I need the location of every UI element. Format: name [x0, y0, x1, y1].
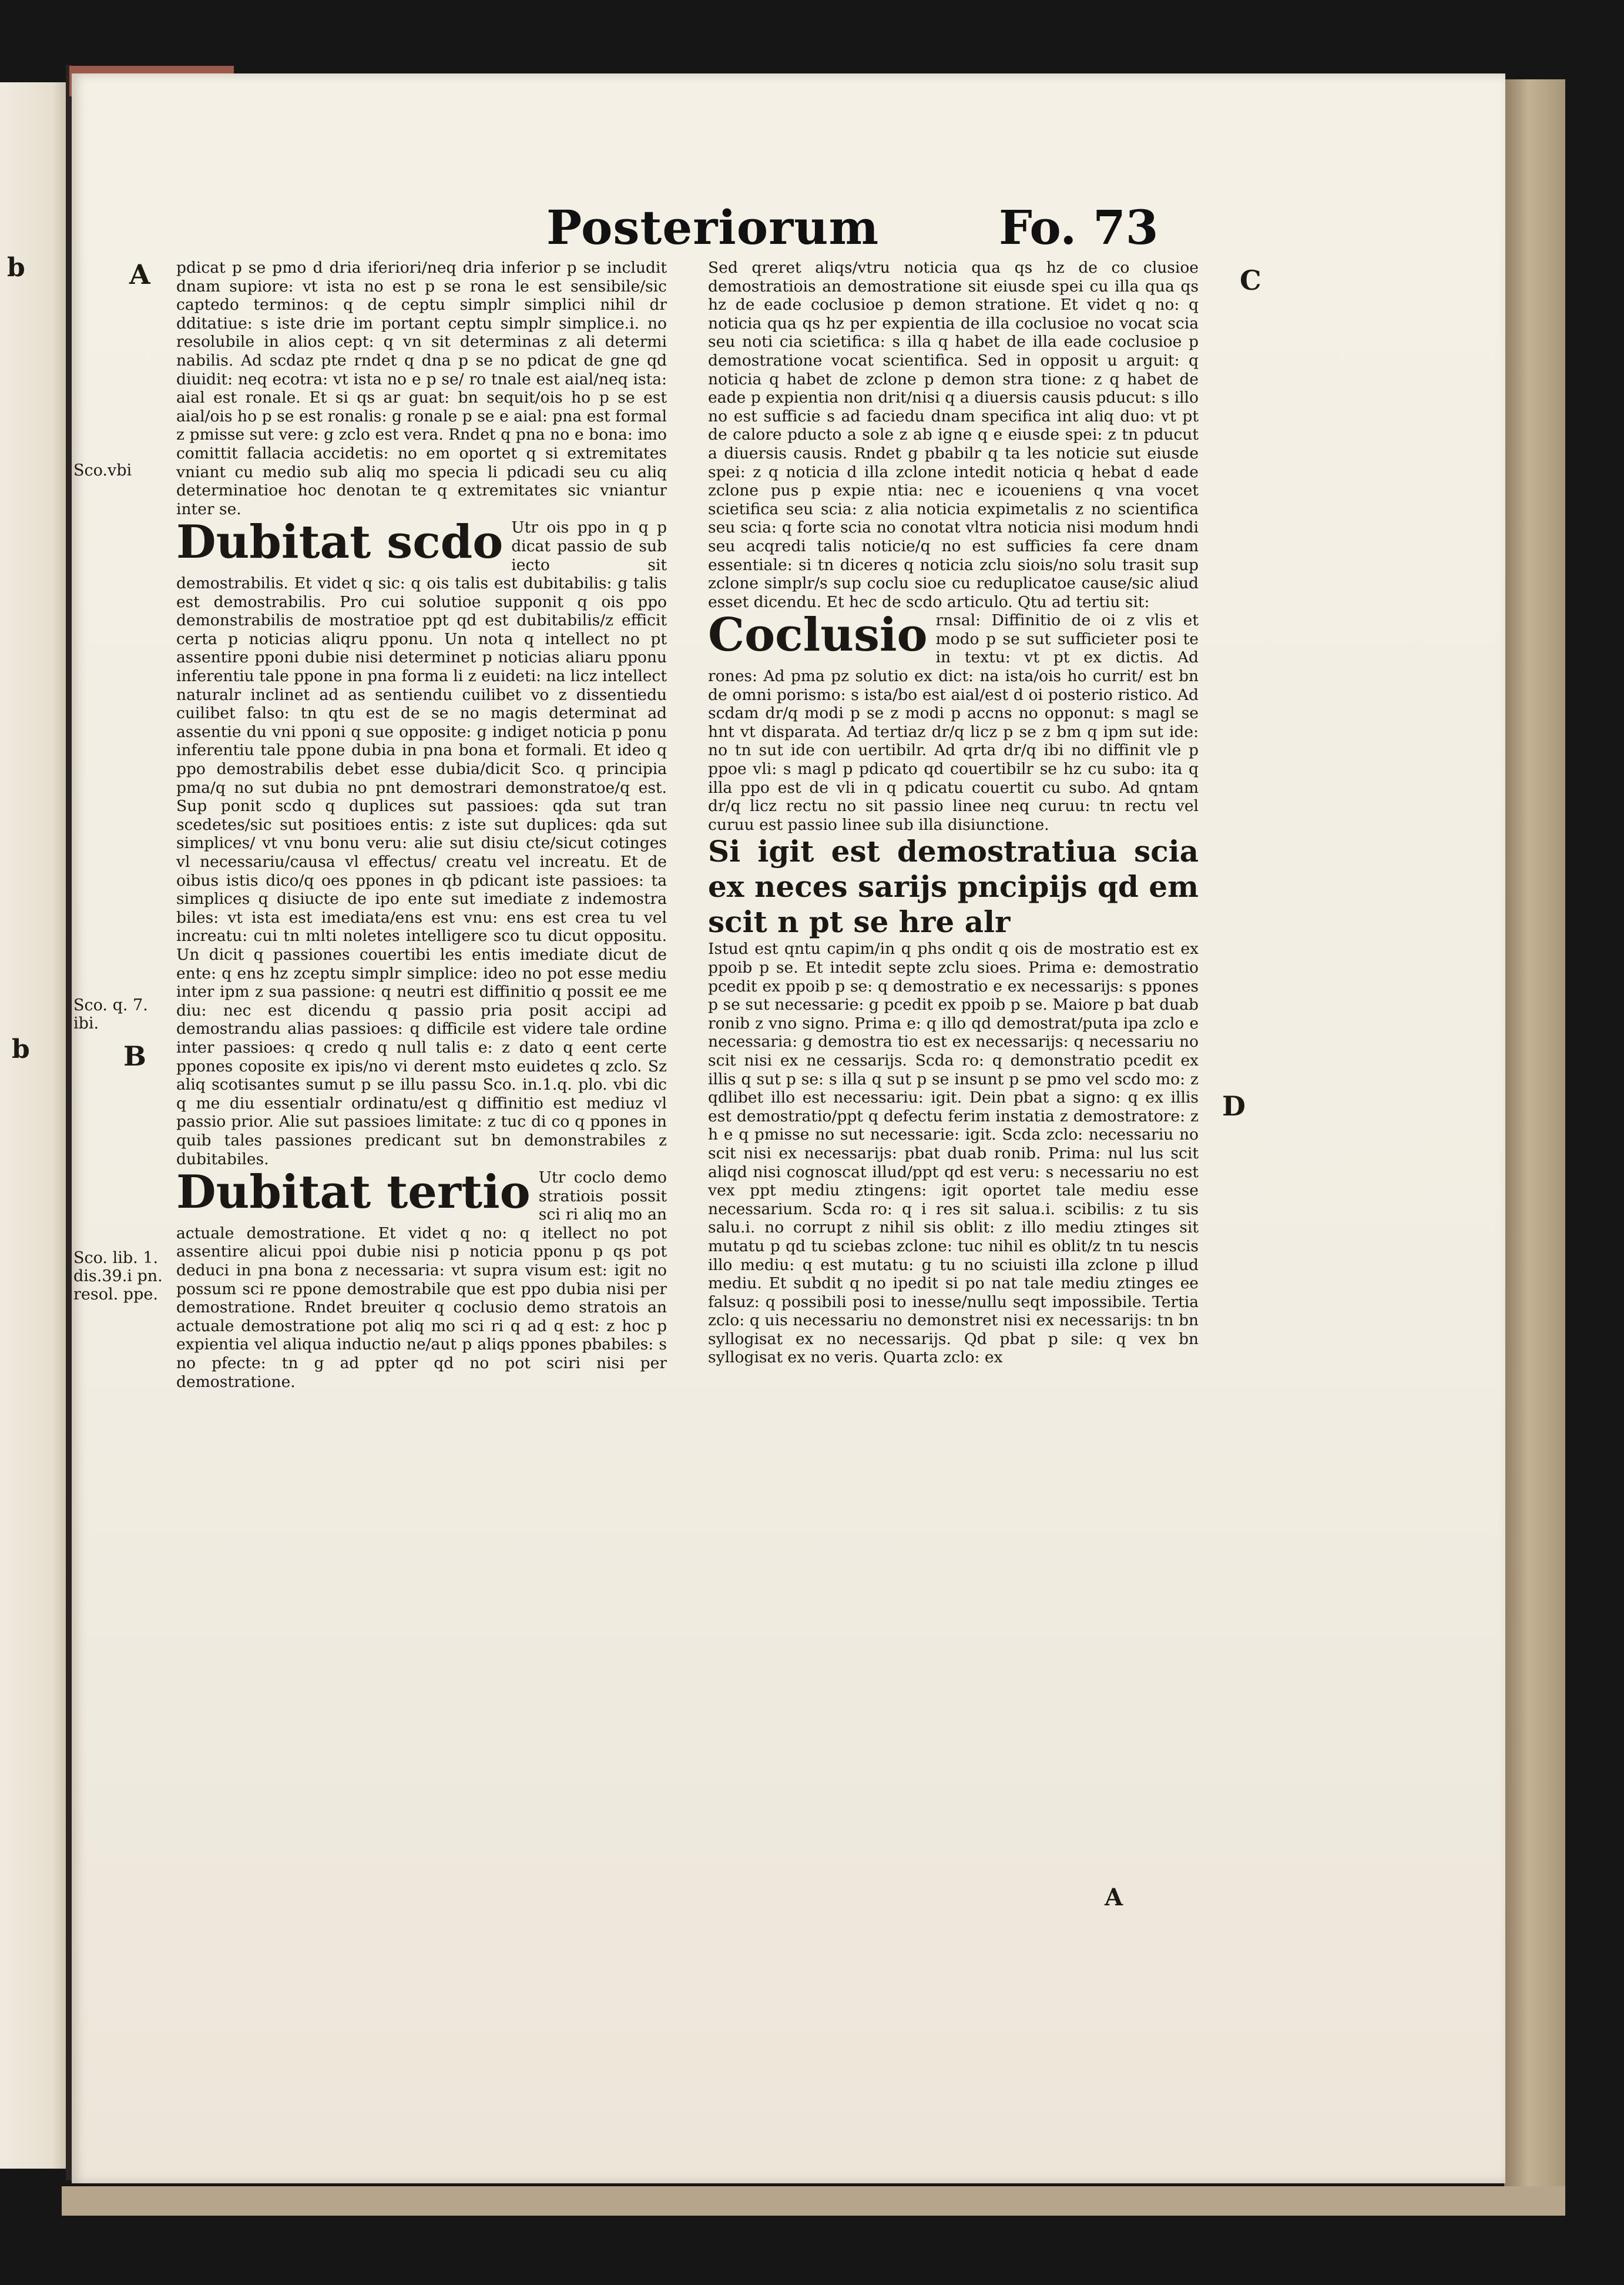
margin-letter-c: C [1240, 264, 1261, 296]
previous-page-mark: b [7, 253, 25, 283]
previous-page-edge [0, 82, 66, 2169]
book-board-right [1504, 79, 1565, 2210]
margin-note: Sco. lib. 1. dis.39.i pn. resol. ppe. [73, 1249, 163, 1304]
book-board-bottom [62, 2186, 1565, 2216]
text-column-left [176, 259, 667, 1391]
margin-letter-b: B [123, 1040, 146, 1072]
book-binding [66, 65, 72, 2180]
paragraph: Istud est qntu capim/in q phs ondit q ois de mostratio est ex ppoib p se. Et intedit septe zclu sioes. Prima e: demostratio pcedit ex ppoib p se: q demostratio e ex necessarijs: s ppones p se sut necessarie: g pcedit ex ppoib p se. Maiore p bat duab ronib z vno signo. Prima e: q illo qd demostrat/puta ipa zclo e necessaria: g demostra tio est ex necessarijs: q necessariu no scit nisi ex ne cessarijs. Scda ro: q demonstratio pcedit ex illis q sut p se: s illa q sut p se insunt p se pmo vel scdo mo: z qdlibet illo est necessariu: igit. Dein pbat a signo: q ex illis est demostratio/ppt q defectu ferim instatia z demostratore: z h e q pmisse no sut necessarie: igit. Scda zclo: necessariu no scit nisi ex necessarijs: pbat duab ronib. Prima: nul lus scit aliqd nisi cognoscat illud/ppt qd est veru: s necessariu no est vex ppt mediu ztingens: igit oportet tale mediu esse necessarium. Scda ro: q i res sit salua.i. scibilis: z tu sis salu.i. no corrupt z nihil sis oblit: z illo mediu ztinges sit mutatu p qd tu sciebas zclone: tuc nihil es oblit/z tn tu nescis illo mediu: q est mutatu: g tu no sciuisti illa zclone p illud mediu. Et subdit q no ipedit si po nat tale mediu ztinges ee falsuz: q possibili posi to inesse/nullu seqt impossibile. Tertia zclo: q uis necessariu no demonstret nisi ex necessarijs: tn bn syllogisat ex no necessarijs. Qd pbat p sile: q vex bn syllogisat ex no veris. Quarta zclo: ex [708, 940, 1199, 1367]
lemma-heading: Si igit est demostratiua scia ex neces sarijs pncipijs qd em scit n pt se hre alr [708, 834, 1199, 940]
margin-note: Sco.vbi [73, 461, 132, 480]
section-block [708, 611, 1199, 834]
margin-note: Sco. q. 7. ibi. [73, 996, 148, 1033]
paragraph: rnsal: Diffinitio de oi z vlis et modo p se sut sufficieter posi te in textu: vt pt ex dictis. Ad rones: Ad pma pz solutio ex dict: na ista/ois ho currit/ est bn de omni porismo: s ista/bo est aial/est d oi posterio ristico. Ad scdam dr/q modi p se z modi p accns no opponut: s magl se hnt vt disparata. Ad tertiaz dr/q licz p se z bm q ipm sut ide: no tn sut ide con uertibilr. Ad qrta dr/q ibi no diffinit vle p ppoe vli: s magl p pdicato qd couertibilr se hz cu subo: ita q illa ppo est de vli in q pdicatu couertit cu subo. Ad qntam dr/q licz rectu no sit passio linee neq curuu: tn rectu vel curuu est passio linee sub illa disiunctione. [708, 611, 1199, 834]
running-title: Posteriorum [546, 200, 880, 255]
paragraph: Utr ois ppo in q p dicat passio de sub iecto sit demostrabilis. Et videt q sic: q ois talis est dubitabilis: g talis est demostrabilis. Pro cui solutioe supponit q ois ppo demonstrabilis de mostratioe ppt qd est dubitabilis/z efficit certa p noticias aliqru pponu. Un nota q intellect no pt assentire pponi dubie nisi determinet p noticias aliaru pponu inferentiu tale ppone in pna forma li z euideti: na licz intellect naturalr inclinet ad as sentiendu cuilibet vo z dissentiedu cuilibet falso: tn qtu est de se no magis determinat ad assentie du vni pponi q sue opposite: g indiget noticia p ponu inferentiu tale ppone dubia in pna bona et formali. Et ideo q ppo demostrabilis debet esse dubia/dicit Sco. q principia pma/q no sut dubia no pnt demostrari demonstratoe/q est. Sup ponit scdo q duplices sut passioes: qda sut tran scedetes/sic sut positioes entis: z iste sut duplices: qda sut simplices/ vt vnu bonu veru: alie sut disiu cte/sicut cotinges vl necessariu/causa vl effectus/ creatu vel increatu. Et de oibus istis dico/q oes ppones in qb pdicant iste passioes: ta simplices q disiucte de ipo ente sut imediate z indemostra biles: vt ista est imediata/ens est vnu: ens est crea tu vel increatu: cui tn mlti noletes intelligere sco tu dicut oppositu. Un dicit q passiones couertibi les entis imediate dicut de ente: q ens hz zceptu simplr simplice: ideo no pot esse mediu inter ipm z sua passione: q neutri est diffinitio q possit ee me diu: nec est dicendu q passio pria posit accipi ad demostrandu alias passioes: q difficile est videre tale ordine inter passioes: q credo q null talis e: z dato q eent certe ppones coposite ex ipis/no vi derent msto euidetes q zclo. Sz aliq scotisantes sumut p se illu passu Sco. in.1.q. plo. vbi dic q me diu essentialr ordinatu/est q diffinitio est mediuz vl passio prior. Alie sut passioes limitate: z tuc di co q ppones in quib tales passiones predicant sut bn demonstrabiles z dubitabiles. [176, 518, 667, 1168]
paragraph: Sed qreret aliqs/vtru noticia qua qs hz de co clusioe demostratiois an demostratione sit eiusde spei cu illa qua qs hz de eade coclusioe p demon stratione. Et videt q no: q noticia qua qs hz per expientia de illa coclusioe no vocat scia seu noti cia scietifica: s illa q habet de illa eade coclusioe p demostratione vocat scientifica. Sed in opposit u arguit: q noticia q habet de zclone p demon stra tione: z q habet de eade p expientia non drit/nisi q a diuersis causis pducut: s illo no est sufficie s ad faciedu dnam specifica int aliq duo: vt pt de calore pducto a sole z ab igne q e eiusde spei: z tn pducut a diuersis causis. Rndet g pbabilr q ta les noticie sut eiusde spei: z q noticia d illa zclone intedit noticia q hebat d eade zclone pus p expie ntia: nec e icoueniens q vna vocet scietifica seu scia: z alia noticia expimetalis z no scientifica seu scia: q forte scia no conotat vltra noticia nisi modum hndi seu acqredi talis noticie/q no est sufficies fa cere dnam essentiale: si tn diceres q noticia zclu siois/no solu trasit sup zclone simplr/s sup coclu sioe cu reduplicatoe cause/sic aliud esset dicendu. Et hec de scdo articulo. Qtu ad tertiu sit: [708, 259, 1199, 611]
section-heading: Dubitat tertio [176, 1168, 531, 1219]
folio-number: Fo. 73 [999, 200, 1159, 255]
section-block [176, 518, 667, 1168]
section-block [176, 1168, 667, 1391]
paragraph: Utr coclo demo stratiois possit sci ri aliq mo an actuale demostratione. Et videt q no: q itellect no pot assentire alicui ppoi dubie nisi p noticia pponu p qs pot deduci in pna bona z necessaria: vt supra visum est: igit no possum sci re ppone demostrabile que est ppo dubia nisi per demostratione. Rndet breuiter q coclusio demo stratois an actuale demostratione pot aliq mo sci ri q ad q est: z hoc p expientia vel aliqua inductio ne/aut p aliqs ppones pbabiles: s no pfecte: tn g ad ppter qd no pot sciri nisi per demostratione. [176, 1168, 667, 1391]
section-heading: Dubitat scdo [176, 518, 504, 569]
paragraph: pdicat p se pmo d dria iferiori/neq dria inferior p se includit dnam supiore: vt ista no est p se rona le est sensibile/sic captedo terminos: q de ceptu simplr simplici nihil dr dditatiue: s iste drie im portant ceptu simplr simplice.i. no resolubile in alios cept: q vn sit determinas z ali determi nabilis. Ad scdaz pte rndet q dna p se no pdicat de gne qd diuidit: neq ecotra: vt ista no e p se/ ro tnale est aial/neq ista: aial est ronale. Et si qs ar guat: bn sequit/ois ho p se est aial/ois ho p se est ronalis: g ronale p se e aial: pna est formal z pmisse sut vere: g zclo est vera. Rndet q pna no e bona: imo comittit fallacia accidetis: no em oportet q si extremitates vniant cu medio sub aliq mo specia li pdicadi seu cu aliq determinatioe hoc denotan te q extremitates sic vniantur inter se. [176, 259, 667, 518]
previous-page-mark: b [12, 1034, 30, 1064]
text-column-right [708, 259, 1199, 1367]
section-heading: Coclusio [708, 611, 928, 662]
margin-letter-d: D [1222, 1090, 1246, 1122]
catchword: A [1105, 1884, 1123, 1911]
margin-letter-a: A [129, 259, 150, 290]
